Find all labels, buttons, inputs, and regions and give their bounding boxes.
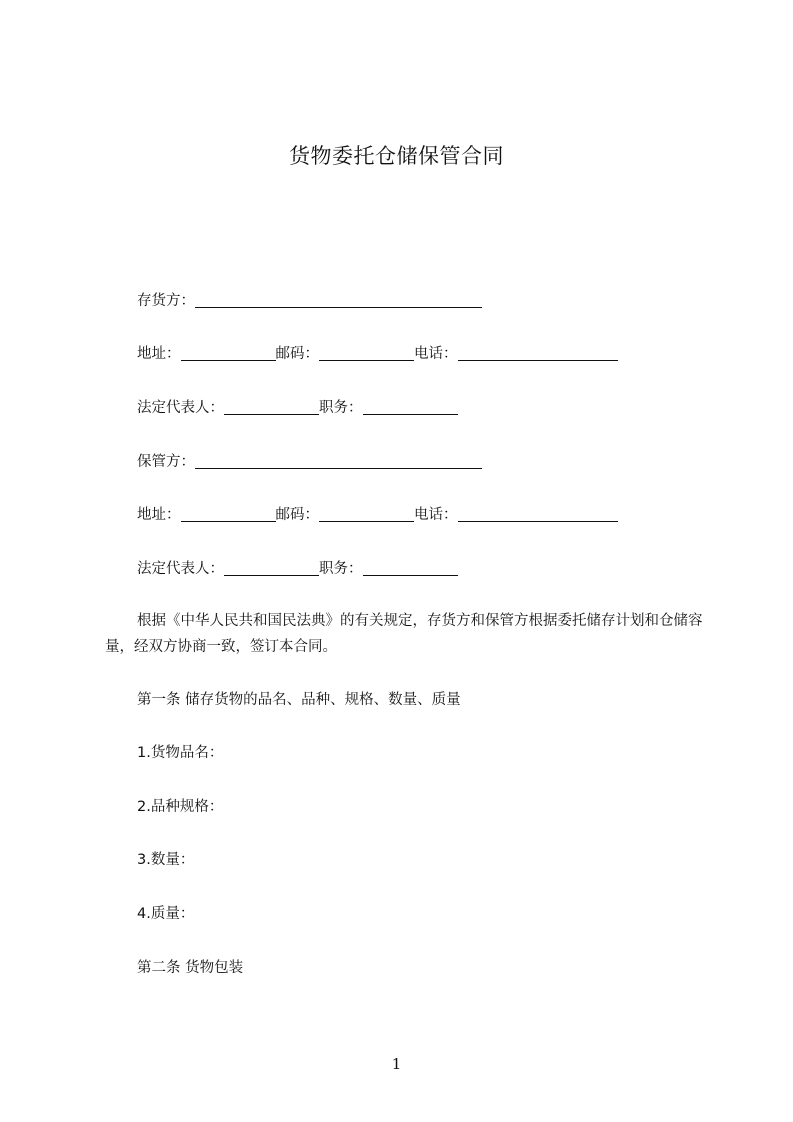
depositor-party-label: 存货方： xyxy=(137,293,195,309)
depositor-legal-rep-blank[interactable] xyxy=(224,400,319,415)
depositor-phone-label: 电话： xyxy=(414,346,458,362)
depositor-party-line xyxy=(137,291,482,311)
depositor-position-label: 职务： xyxy=(319,400,363,416)
custodian-position-blank[interactable] xyxy=(363,561,458,576)
depositor-rep-line xyxy=(137,398,458,418)
custodian-legal-rep-blank[interactable] xyxy=(224,561,319,576)
custodian-address-blank[interactable] xyxy=(181,507,276,522)
article1-item-spec: 2.品种规格： xyxy=(137,799,224,815)
article2-heading: 第二条 货物包装 xyxy=(137,960,244,976)
article1-item-quality: 4.质量： xyxy=(137,906,195,922)
contract-title: 货物委托仓储保管合同 xyxy=(289,144,504,168)
depositor-address-label: 地址： xyxy=(137,346,181,362)
article1-item-product-name: 1.货物品名： xyxy=(137,745,224,761)
preamble-paragraph: 根据《中华人民共和国民法典》的有关规定，存货方和保管方根据委托储存计划和仓储容量，经双方协商一致，签订本合同。 xyxy=(105,613,703,655)
custodian-rep-line xyxy=(137,559,458,579)
custodian-position-label: 职务： xyxy=(319,561,363,577)
custodian-phone-label: 电话： xyxy=(414,507,458,523)
custodian-postcode-blank[interactable] xyxy=(319,507,414,522)
article1-heading: 第一条 储存货物的品名、品种、规格、数量、质量 xyxy=(137,692,461,708)
page-number: 1 xyxy=(391,1055,402,1073)
custodian-party-blank[interactable] xyxy=(195,454,482,469)
custodian-party-line xyxy=(137,452,482,472)
depositor-postcode-label: 邮码： xyxy=(275,346,319,362)
custodian-legal-rep-label: 法定代表人： xyxy=(137,561,224,577)
depositor-party-blank[interactable] xyxy=(195,293,482,308)
depositor-postcode-blank[interactable] xyxy=(319,346,414,361)
custodian-address-label: 地址： xyxy=(137,507,181,523)
depositor-address-blank[interactable] xyxy=(181,346,276,361)
depositor-legal-rep-label: 法定代表人： xyxy=(137,400,224,416)
custodian-party-label: 保管方： xyxy=(137,454,195,470)
depositor-contact-line xyxy=(137,344,618,364)
depositor-position-blank[interactable] xyxy=(363,400,458,415)
custodian-postcode-label: 邮码： xyxy=(275,507,319,523)
custodian-phone-blank[interactable] xyxy=(458,507,618,522)
article1-item-quantity: 3.数量： xyxy=(137,852,195,868)
custodian-contact-line xyxy=(137,505,618,525)
depositor-phone-blank[interactable] xyxy=(458,346,618,361)
